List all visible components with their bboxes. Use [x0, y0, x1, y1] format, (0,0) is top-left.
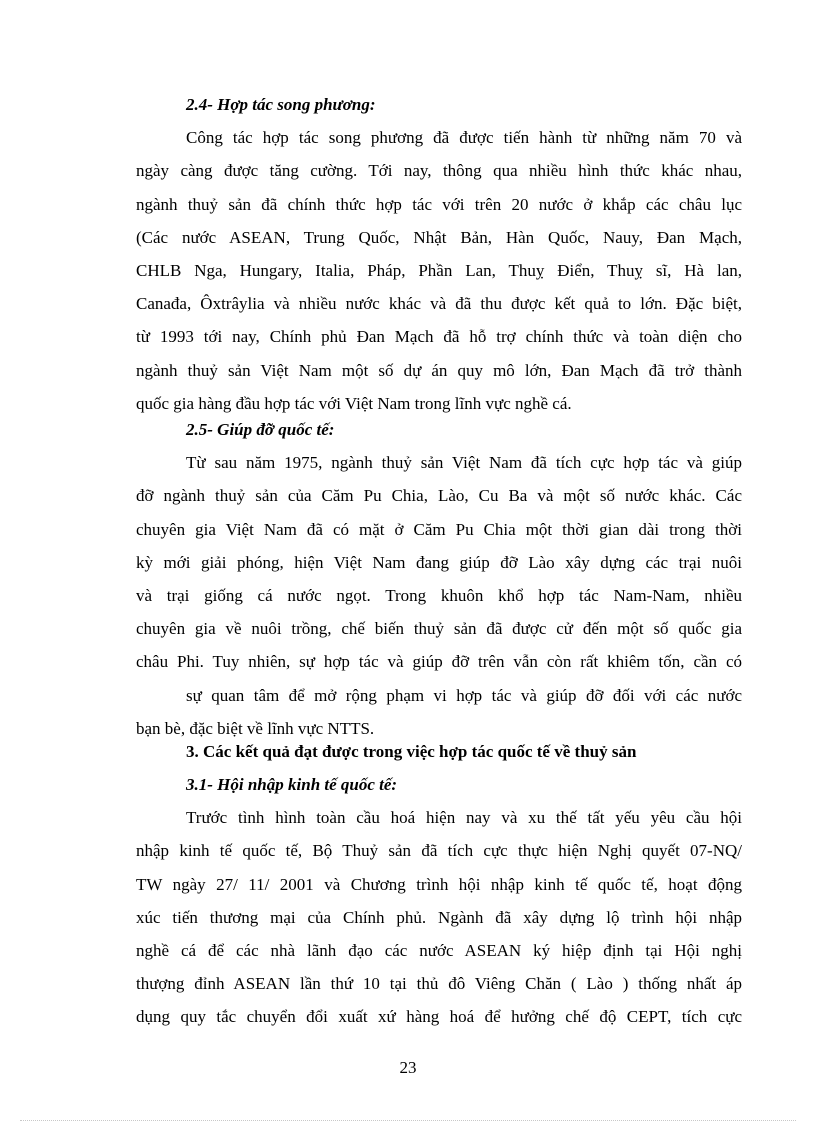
- paragraph-line: Từ sau năm 1975, ngành thuỷ sản Việt Nam đã tích cực hợp tác và giúp: [186, 453, 742, 473]
- paragraph-line: (Các nước ASEAN, Trung Quốc, Nhật Bản, Hàn Quốc, Nauy, Đan Mạch,: [136, 227, 742, 247]
- page-bottom-divider: [20, 1120, 796, 1121]
- paragraph-line: ngành thuỷ sản Việt Nam một số dự án quy mô lớn, Đan Mạch đã trở thành: [136, 360, 742, 380]
- paragraph-line: kỳ mới giải phóng, hiện Việt Nam đang giúp đỡ Lào xây dựng các trại nuôi: [136, 552, 742, 572]
- paragraph-line: chuyên gia Việt Nam đã có mặt ở Căm Pu Chia một thời gian dài trong thời: [136, 519, 742, 539]
- paragraph-line: CHLB Nga, Hungary, Italia, Pháp, Phần Lan, Thuỵ Điển, Thuỵ sĩ, Hà lan,: [136, 260, 742, 280]
- paragraph-line: châu Phi. Tuy nhiên, sự hợp tác và giúp đỡ trên vẫn còn rất khiêm tốn, cần có: [136, 652, 742, 672]
- paragraph-line: từ 1993 tới nay, Chính phủ Đan Mạch đã hỗ trợ chính thức và toàn diện cho: [136, 327, 742, 347]
- section-heading: 2.5- Giúp đỡ quốc tế:: [186, 420, 335, 439]
- section-2-4: [136, 88, 742, 420]
- paragraph-line: Trước tình hình toàn cầu hoá hiện nay và xu thế tất yếu yêu cầu hội: [186, 808, 742, 828]
- paragraph-line: nghề cá để các nhà lãnh đạo các nước ASEAN ký hiệp định tại Hội nghị: [136, 940, 742, 960]
- paragraph-line: Canađa, Ôxtrâylia và nhiều nước khác và đã thu được kết quả to lớn. Đặc biệt,: [136, 294, 742, 314]
- paragraph-line: đỡ ngành thuỷ sản của Căm Pu Chia, Lào, Cu Ba và một số nước khác. Các: [136, 486, 742, 506]
- paragraph-line: thượng đỉnh ASEAN lần thứ 10 tại thủ đô Viêng Chăn ( Lào ) thống nhất áp: [136, 974, 742, 994]
- paragraph-line: ngành thuỷ sản đã chính thức hợp tác với trên 20 nước ở khắp các châu lục: [136, 194, 742, 214]
- paragraph-line: xúc tiến thương mại của Chính phủ. Ngành đã xây dựng lộ trình hội nhập: [136, 907, 742, 927]
- section-3: [136, 735, 742, 768]
- section-3-1: [136, 768, 742, 1034]
- paragraph-line: nhập kinh tế quốc tế, Bộ Thuỷ sản đã tích cực thực hiện Nghị quyết 07-NQ/: [136, 841, 742, 861]
- paragraph-line: chuyên gia về nuôi trồng, chế biến thuỷ sản đã được cử đến một số quốc gia: [136, 619, 742, 639]
- section-heading: 3.1- Hội nhập kinh tế quốc tế:: [186, 775, 398, 794]
- section-2-5: [136, 413, 742, 745]
- paragraph-line: sự quan tâm để mở rộng phạm vi hợp tác và giúp đỡ đối với các nước: [186, 685, 742, 705]
- paragraph-line: TW ngày 27/ 11/ 2001 và Chương trình hội nhập kinh tế quốc tế, hoạt động: [136, 874, 742, 894]
- paragraph-line: quốc gia hàng đầu hợp tác với Việt Nam trong lĩnh vực nghề cá.: [136, 393, 572, 413]
- paragraph-line: ngày càng được tăng cường. Tới nay, thông qua nhiều hình thức khác nhau,: [136, 161, 742, 181]
- page-number: 23: [399, 1058, 417, 1077]
- paragraph-line: và trại giống cá nước ngọt. Trong khuôn khổ hợp tác Nam-Nam, nhiều: [136, 585, 742, 605]
- section-heading: 3. Các kết quả đạt được trong việc hợp tác quốc tế về thuỷ sản: [186, 742, 637, 761]
- section-heading: 2.4- Hợp tác song phương:: [186, 95, 376, 114]
- paragraph-line: Công tác hợp tác song phương đã được tiến hành từ những năm 70 và: [186, 128, 742, 148]
- paragraph-line: bạn bè, đặc biệt về lĩnh vực NTTS.: [136, 718, 375, 738]
- paragraph-line: dụng quy tắc chuyển đổi xuất xứ hàng hoá để hưởng chế độ CEPT, tích cực: [136, 1007, 742, 1027]
